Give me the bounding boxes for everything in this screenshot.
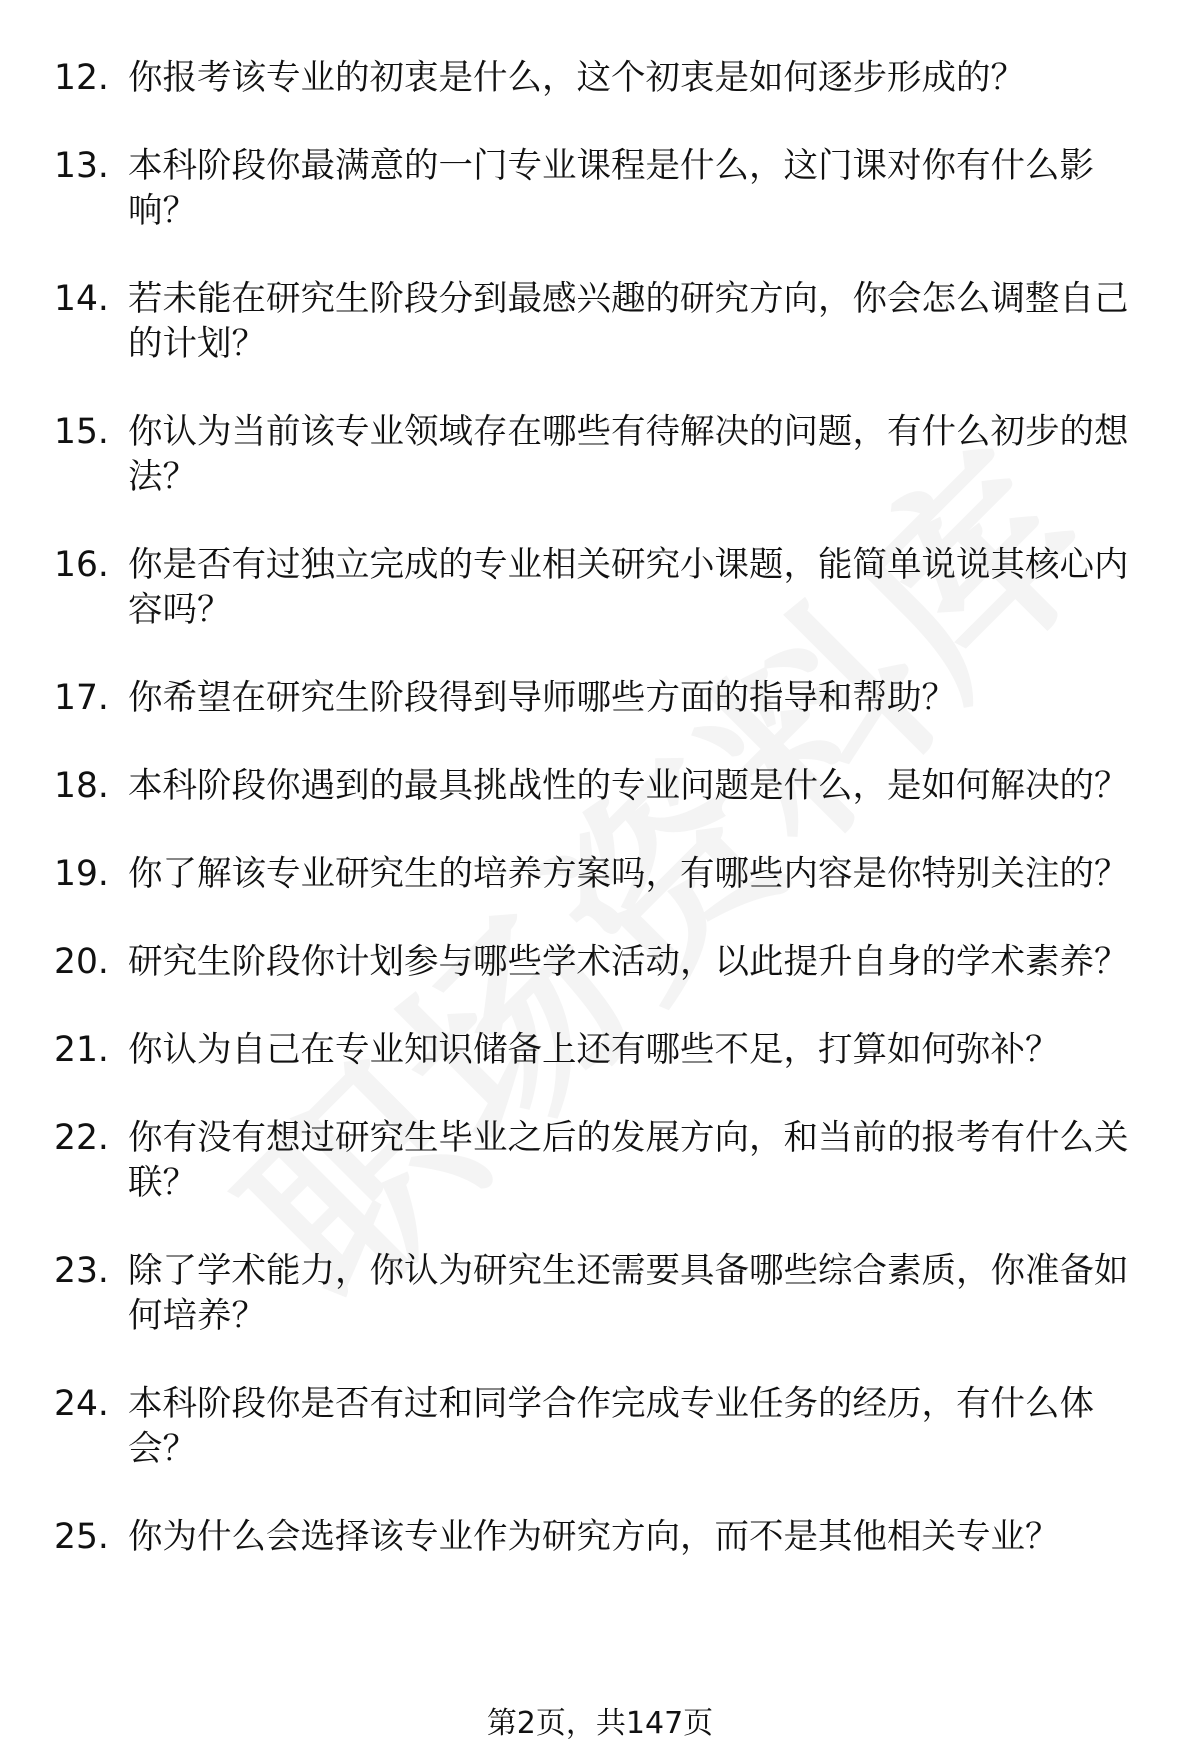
- question-item: [0, 1028, 1200, 1073]
- question-text: 你希望在研究生阶段得到导师哪些方面的指导和帮助？: [128, 678, 956, 718]
- question-number: 24.: [54, 1384, 109, 1424]
- question-number: 13.: [54, 146, 109, 186]
- question-item: [0, 852, 1200, 897]
- question-text: 你有没有想过研究生毕业之后的发展方向，和当前的报考有什么关联？: [128, 1118, 1129, 1203]
- question-item: [0, 1116, 1200, 1206]
- question-number: 23.: [54, 1251, 109, 1291]
- question-number: 12.: [54, 58, 109, 98]
- page-footer: 第2页，共147页: [486, 1706, 714, 1741]
- question-text: 你认为自己在专业知识储备上还有哪些不足，打算如何弥补？: [128, 1030, 1060, 1070]
- question-number: 14.: [54, 279, 109, 319]
- question-text: 你为什么会选择该专业作为研究方向，而不是其他相关专业？: [128, 1517, 1060, 1557]
- question-text: 若未能在研究生阶段分到最感兴趣的研究方向，你会怎么调整自己的计划？: [128, 279, 1129, 364]
- question-text: 除了学术能力，你认为研究生还需要具备哪些综合素质，你准备如何培养？: [128, 1251, 1129, 1336]
- question-item: [0, 277, 1200, 367]
- question-number: 17.: [54, 678, 109, 718]
- question-text: 你报考该专业的初衷是什么，这个初衷是如何逐步形成的？: [128, 58, 1025, 98]
- question-item: [0, 1249, 1200, 1339]
- question-number: 16.: [54, 545, 109, 585]
- question-item: [0, 144, 1200, 234]
- question-number: 19.: [54, 854, 109, 894]
- question-item: [0, 56, 1200, 101]
- question-item: [0, 543, 1200, 633]
- question-number: 25.: [54, 1517, 109, 1557]
- question-item: [0, 1382, 1200, 1472]
- question-item: [0, 940, 1200, 985]
- question-item: [0, 676, 1200, 721]
- question-list: [0, 56, 1200, 1603]
- question-text: 你了解该专业研究生的培养方案吗，有哪些内容是你特别关注的？: [128, 854, 1129, 894]
- question-number: 18.: [54, 766, 109, 806]
- question-number: 21.: [54, 1030, 109, 1070]
- question-text: 你是否有过独立完成的专业相关研究小课题，能简单说说其核心内容吗？: [128, 545, 1129, 630]
- question-number: 20.: [54, 942, 109, 982]
- question-text: 研究生阶段你计划参与哪些学术活动，以此提升自身的学术素养？: [128, 942, 1129, 982]
- question-text: 本科阶段你最满意的一门专业课程是什么，这门课对你有什么影响？: [128, 146, 1094, 231]
- question-text: 你认为当前该专业领域存在哪些有待解决的问题，有什么初步的想法？: [128, 412, 1129, 497]
- question-number: 22.: [54, 1118, 109, 1158]
- question-text: 本科阶段你是否有过和同学合作完成专业任务的经历，有什么体会？: [128, 1384, 1094, 1469]
- question-item: [0, 410, 1200, 500]
- question-item: [0, 764, 1200, 809]
- question-item: [0, 1515, 1200, 1560]
- question-text: 本科阶段你遇到的最具挑战性的专业问题是什么，是如何解决的？: [128, 766, 1129, 806]
- question-number: 15.: [54, 412, 109, 452]
